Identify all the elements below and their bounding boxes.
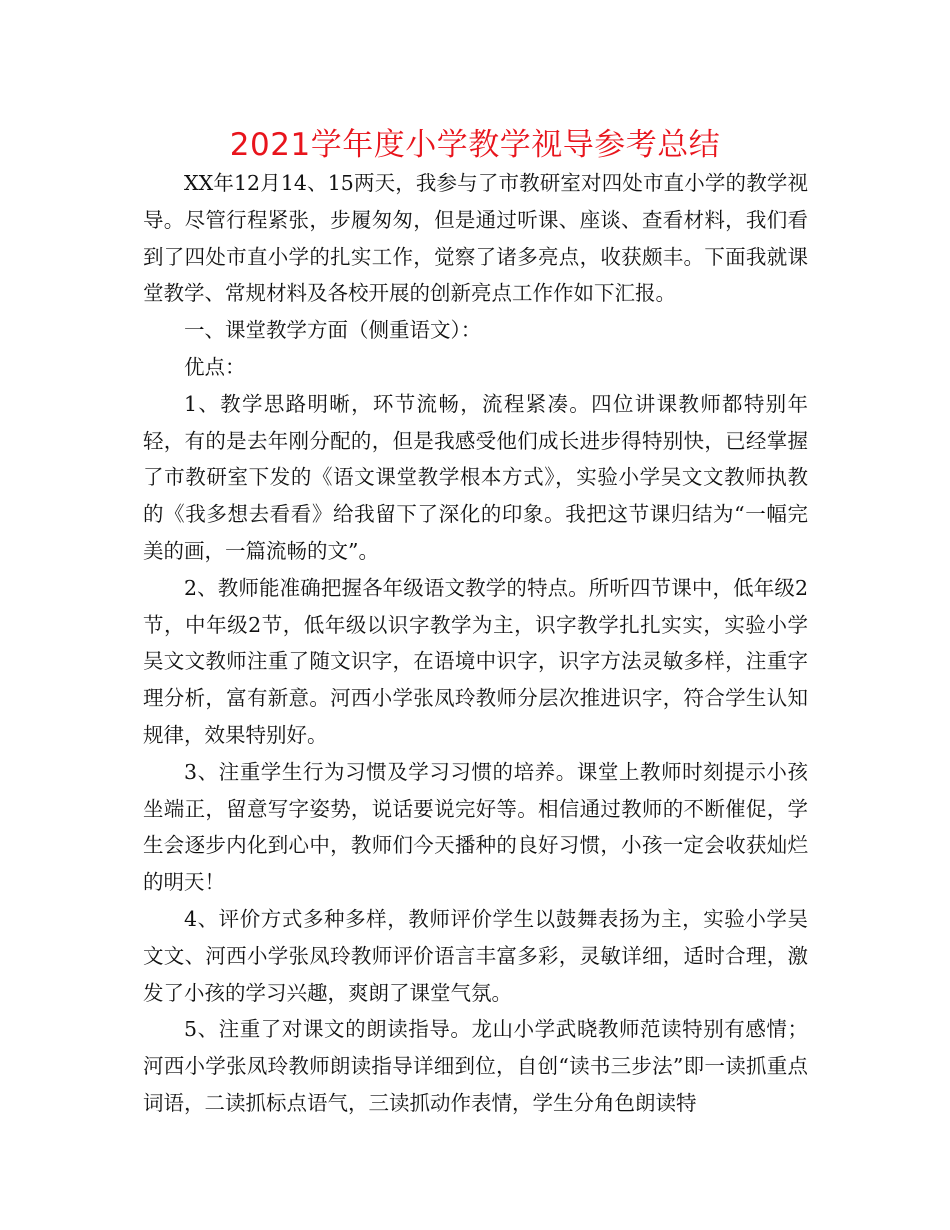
section-heading-classroom-teaching: 一、课堂教学方面（侧重语文）：	[184, 318, 482, 343]
paragraph-point-3: 3、注重学生行为习惯及学习习惯的培养。课堂上教师时刻提示小孩坐端正，留意写字姿势，说话要说完好等。相信通过教师的不断催促，学生会逐步内化到心中，教师们今天播种的良好习惯，小孩一定会收获灿烂的明天！	[143, 759, 808, 895]
paragraph-point-1: 1、教学思路明晰，环节流畅，流程紧凑。四位讲课教师都特别年轻，有的是去年刚分配的，但是我感受他们成长进步得特别快，已经掌握了市教研室下发的《语文课堂教学根本方式》，实验小学吴文文教师执教的《我多想去看看》给我留下了深化的印象。我把这节课归结为“一幅完美的画，一篇流畅的文”。	[143, 391, 808, 563]
document-title: 2021学年度小学教学视导参考总结	[229, 127, 721, 163]
paragraph-point-2: 2、教师能准确把握各年级语文教学的特点。所听四节课中，低年级2节，中年级2节，低年级以识字教学为主，识字教学扎扎实实，实验小学吴文文教师注重了随文识字，在语境中识字，识字方法灵敏多样，注重字理分析，富有新意。河西小学张凤玲教师分层次推进识字，符合学生认知规律，效果特别好。	[143, 575, 808, 747]
paragraph-point-4: 4、评价方式多种多样，教师评价学生以鼓舞表扬为主，实验小学吴文文、河西小学张凤玲教师评价语言丰富多彩，灵敏详细，适时合理，激发了小孩的学习兴趣，爽朗了课堂气氛。	[143, 906, 808, 1005]
paragraph-intro: XX年12月14、15两天，我参与了市教研室对四处市直小学的教学视导。尽管行程紧张，步履匆匆，但是通过听课、座谈、查看材料，我们看到了四处市直小学的扎实工作，觉察了诸多亮点，收获颇丰。下面我就课堂教学、常规材料及各校开展的创新亮点工作作如下汇报。	[143, 171, 808, 306]
document-body	[143, 165, 808, 1122]
paragraph-point-5: 5、注重了对课文的朗读指导。龙山小学武晓教师范读特别有感情；河西小学张凤玲教师朗读指导详细到位，自创“读书三步法”即一读抓重点词语，二读抓标点语气，三读抓动作表情，学生分角色朗读特	[143, 1017, 808, 1115]
subheading-strengths: 优点：	[184, 354, 246, 379]
